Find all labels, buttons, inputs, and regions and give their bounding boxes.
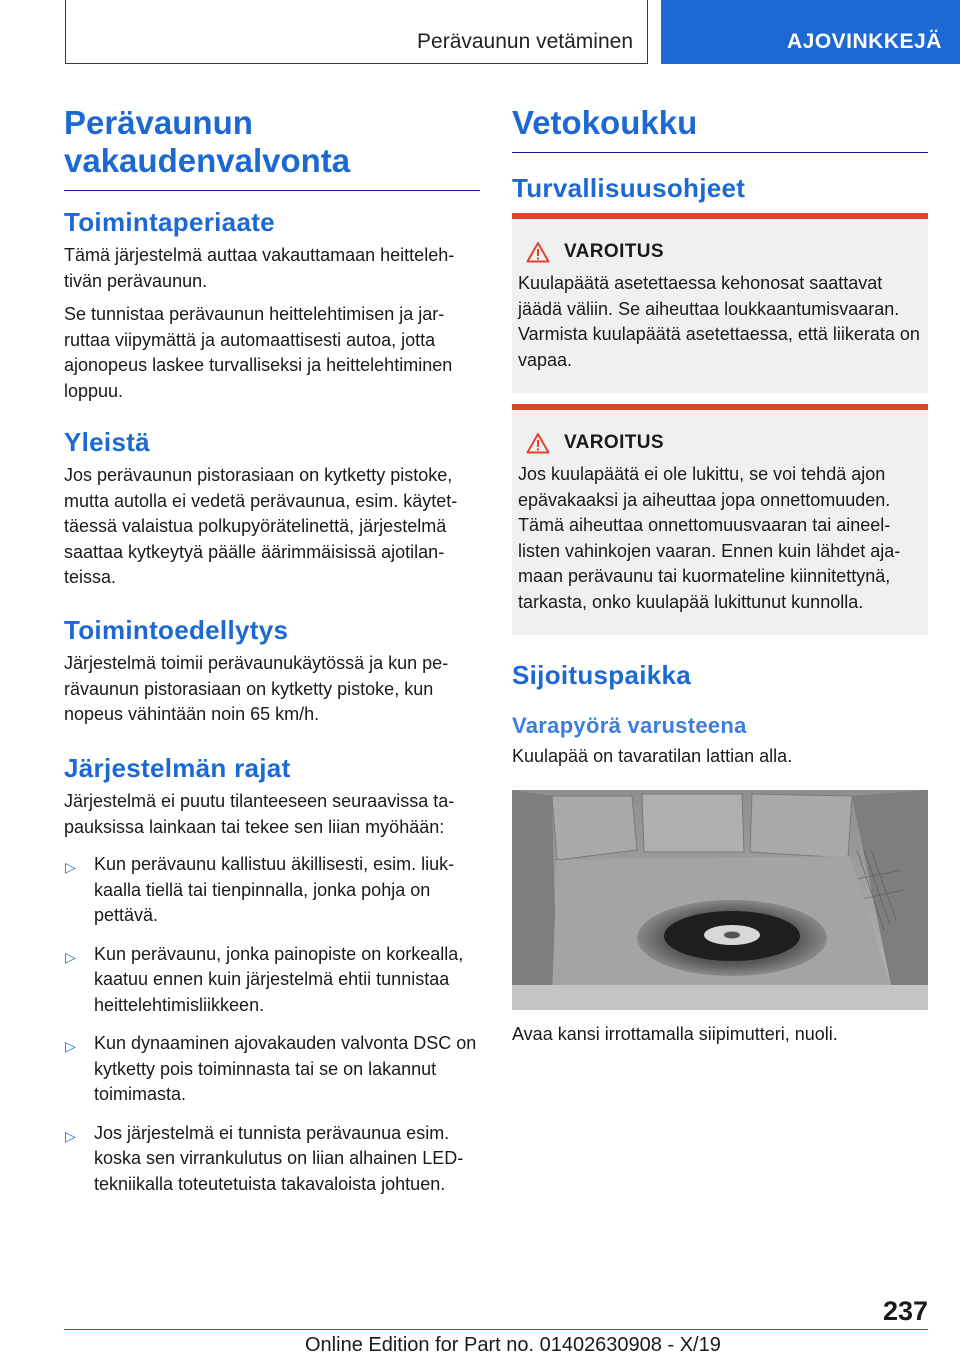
- list-item: ▷ Kun perävaunu, jonka painopiste on korkealla, kaatuu ennen kuin järjestelmä ehtii tunnistaa heittelehtimisliikkeen.: [65, 943, 464, 1015]
- warning-box-2: [512, 404, 928, 635]
- heading-safety: Turvallisuusohjeet: [512, 173, 746, 203]
- triangle-right-icon: ▷: [65, 1038, 76, 1054]
- section-principle: [64, 206, 480, 404]
- triangle-right-icon: ▷: [65, 1127, 76, 1144]
- list-item: ▷ Jos järjestelmä ei tunnista perävaunua esim. koska sen virrankulutus on liian alhainen LED-tekniikalla toteutetuista takavaloista johtuen.: [65, 1122, 464, 1194]
- list-item: ▷ Kun dynaaminen ajovakauden valvonta DSC on kytketty pois toiminnasta tai se on lakannut toimimasta.: [65, 1033, 477, 1104]
- limits-paragraph: Järjestelmä ei puutu tilanteeseen seuraavissa tapauksissa lainkaan tai tekee sen liian myöhään:: [64, 791, 455, 837]
- warning-text: Jos kuulapäätä ei ole lukittu, se voi tehdä ajon epävakaaksi ja aiheuttaa jopa onnettomuuden. Tämä aiheuttaa onnettomuusvaaran tai aineellisten vahinkojen vaaran. Ennen kuin lähdet ajamaan perävaunu tai kuormateline kiinnitettynä, tarkasta, onko kuulapää lukittunut kunnolla.: [518, 464, 901, 612]
- general-paragraph: Jos perävaunun pistorasiaan on kytketty pistoke, mutta autolla ei vedetä perävaunua, esim. käytettäessä valaistua polkupyörätelinettä, järjestelmä saattaa kytkeytyä päälle äärimmäisissä ajotilanteissa.: [64, 465, 458, 587]
- section-general: [64, 426, 480, 591]
- principle-paragraph-1: Tämä järjestelmä auttaa vakauttamaan heittelehtivän perävaunun.: [64, 245, 455, 291]
- warning-header: [518, 241, 922, 263]
- photo-caption-block: [512, 1022, 928, 1048]
- heading-requirements: Toimintoedellytys: [64, 615, 289, 645]
- towbar-title-block: [512, 104, 928, 153]
- requirements-paragraph: Järjestelmä toimii perävaunukäytössä ja kun perävaunun pistorasiaan on kytketty pistoke, kun nopeus vähintään noin 65 km/h.: [64, 653, 449, 724]
- warning-label: VAROITUS: [564, 241, 664, 262]
- photo-caption: Avaa kansi irrottamalla siipimutteri, nuoli.: [512, 1024, 838, 1044]
- page-title-line2: vakaudenvalvonta: [64, 142, 351, 179]
- page-title-line1: Perävaunun: [64, 104, 253, 141]
- page-title-left: [64, 104, 480, 191]
- location-paragraph: Kuulapää on tavaratilan lattian alla.: [512, 746, 793, 766]
- warning-header: [518, 432, 922, 454]
- heading-limits: Järjestelmän rajat: [64, 753, 291, 783]
- warning-text: Kuulapäätä asetettaessa kehonosat saattavat jäädä väliin. Se aiheuttaa loukkaantumisvaaran. Varmista kuulapäätä asetettaessa, että liikerata on vapaa.: [518, 273, 920, 370]
- warning-triangle-icon: [518, 432, 558, 454]
- safety-heading-block: [512, 172, 928, 204]
- section-location: [512, 659, 928, 770]
- heading-general: Yleistä: [64, 427, 150, 457]
- warning-triangle-icon: [518, 241, 558, 263]
- subheading-spare-wheel: Varapyörä varusteena: [512, 713, 747, 738]
- footer-divider: [64, 1329, 928, 1330]
- chapter-title: AJOVINKKEJÄ: [787, 30, 942, 53]
- section-requirements: [64, 614, 480, 728]
- running-header-box: [65, 0, 648, 64]
- limits-list: [64, 852, 480, 1197]
- section-limits: [64, 752, 480, 1210]
- triangle-right-icon: ▷: [65, 948, 76, 965]
- principle-paragraph-2: Se tunnistaa perävaunun heittelehtimisen ja jarruttaa viipymättä ja automaattisesti autoa, jotta ajonopeus laskee turvalliseksi ja heittelehtiminen loppuu.: [64, 304, 453, 401]
- list-item: ▷ Kun perävaunu kallistuu äkillisesti, esim. liukkaalla tiellä tai tienpinnalla, jonka pohja on pettävä.: [65, 854, 455, 925]
- section-title-block: [64, 104, 480, 191]
- page-number: 237: [882, 1296, 928, 1326]
- running-header-section: Perävaunun vetäminen: [417, 30, 633, 53]
- heading-location: Sijoituspaikka: [512, 660, 692, 690]
- page-title-right: Vetokoukku: [512, 104, 928, 153]
- chapter-tab: [661, 0, 960, 64]
- triangle-right-icon: ▷: [65, 859, 76, 875]
- warning-label: VAROITUS: [564, 432, 664, 453]
- edition-footer: Online Edition for Part no. 01402630908 - X/19: [305, 1334, 721, 1356]
- trunk-photo: [512, 790, 928, 1010]
- warning-box-1: [512, 213, 928, 393]
- heading-principle: Toimintaperiaate: [64, 207, 275, 237]
